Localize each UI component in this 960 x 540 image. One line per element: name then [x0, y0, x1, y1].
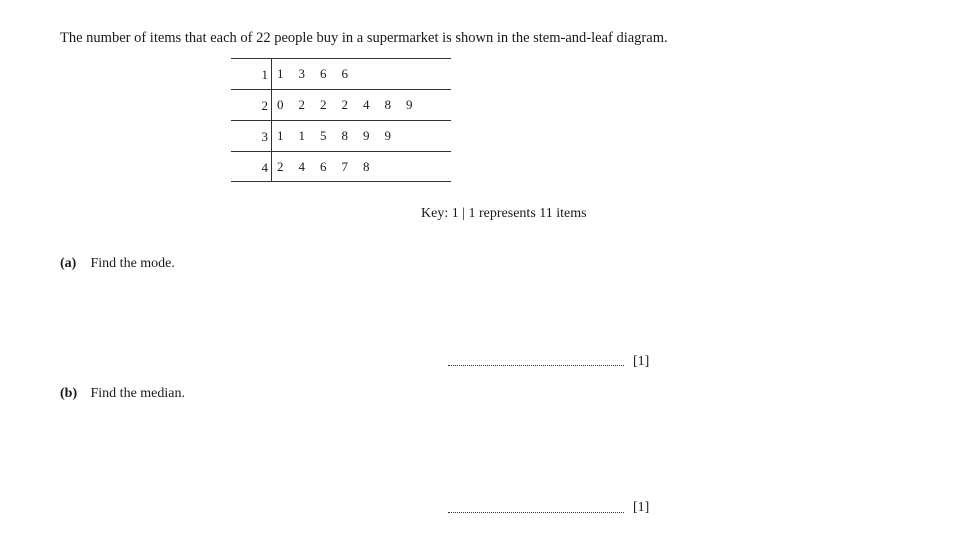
- leaf: 0: [277, 97, 284, 112]
- stem-and-leaf-diagram: [231, 58, 451, 182]
- leaf: 4: [298, 158, 305, 174]
- leaf: 2: [298, 97, 305, 112]
- leaf: 4: [363, 97, 370, 112]
- answer-line-b[interactable]: [448, 512, 624, 513]
- stem: 4: [231, 152, 272, 181]
- leaves: [272, 90, 428, 120]
- leaves: [272, 152, 385, 181]
- leaf: 6: [320, 158, 327, 174]
- stem: 1: [231, 59, 272, 89]
- leaf: 2: [341, 97, 348, 112]
- answer-line-a[interactable]: [448, 365, 624, 366]
- leaf: 6: [320, 66, 327, 81]
- leaves: [272, 121, 406, 151]
- leaf: 3: [298, 66, 305, 81]
- question-text: Find the mode.: [90, 256, 175, 271]
- leaf: 9: [406, 97, 413, 112]
- stem-row: [231, 151, 451, 182]
- question-part-label: (a): [60, 256, 77, 271]
- leaf: 8: [384, 97, 391, 112]
- question-b: [60, 386, 185, 402]
- stem-row: [231, 58, 451, 89]
- leaf: 6: [341, 66, 348, 81]
- marks-b: [1]: [633, 500, 650, 515]
- question-intro: The number of items that each of 22 people buy in a supermarket is shown in the stem-and-leaf diagram.: [60, 30, 668, 46]
- leaf: 7: [341, 158, 348, 174]
- leaf: 9: [363, 128, 370, 143]
- leaf: 9: [384, 128, 391, 143]
- question-text: Find the median.: [90, 386, 185, 401]
- leaf: 5: [320, 128, 327, 143]
- stem: 2: [231, 90, 272, 120]
- question-part-label: (b): [60, 386, 78, 401]
- stem-row: [231, 89, 451, 120]
- leaf: 1: [277, 128, 284, 143]
- leaf: 8: [341, 128, 348, 143]
- leaf: 2: [320, 97, 327, 112]
- marks-a: [1]: [633, 354, 650, 369]
- leaves: [272, 59, 363, 89]
- stem: 3: [231, 121, 272, 151]
- diagram-key: Key: 1 | 1 represents 11 items: [421, 206, 587, 221]
- leaf: 8: [363, 158, 370, 174]
- stem-row: [231, 120, 451, 151]
- question-a: [60, 256, 175, 272]
- leaf: 2: [277, 158, 284, 174]
- leaf: 1: [277, 66, 284, 81]
- leaf: 1: [298, 128, 305, 143]
